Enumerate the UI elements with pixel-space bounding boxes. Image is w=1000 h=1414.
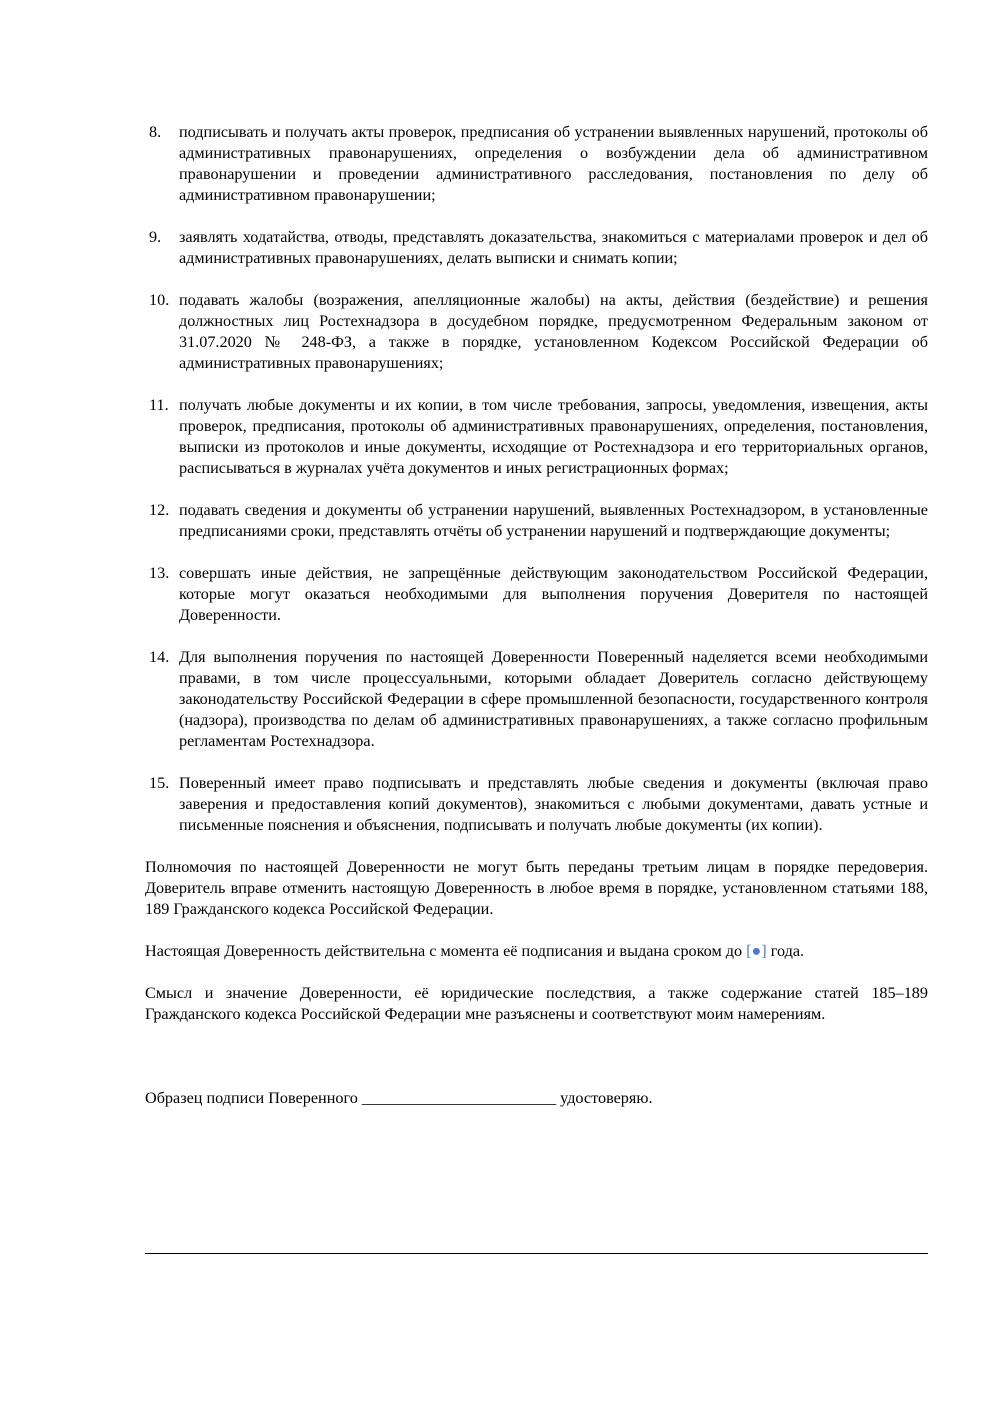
list-item — [145, 647, 928, 752]
list-number: 8. — [149, 123, 162, 141]
delegation-paragraph: Полномочия по настоящей Доверенности не могут быть переданы третьим лицам в порядке передоверия. Доверитель вправе отменить настоящую Доверенность в любое время в порядке, установленном статьями 188, 189 Гражданского кодекса Российской Федерации. — [145, 858, 928, 918]
list-text: получать любые документы и их копии, в том числе требования, запросы, уведомления, извещения, акты проверок, предписания, протоколы об административных правонарушениях, определения, постановления, выписки из протоколов и иные документы, исходящие от Ростехнадзора и его территориальных органов, расписываться в журналах учёта документов и иных регистрационных формах; — [179, 396, 928, 477]
list-text: подписывать и получать акты проверок, предписания об устранении выявленных нарушений, протоколы об административных правонарушениях, определения о возбуждении дела об административном правонарушении и проведении административного расследования, постановления по делу об административном правонарушении; — [179, 123, 928, 204]
list-item — [145, 563, 928, 626]
document-page — [145, 122, 928, 1130]
list-number: 13. — [149, 564, 170, 582]
meaning-paragraph: Смысл и значение Доверенности, её юридические последствия, а также содержание статей 185–189 Гражданского кодекса Российской Федерации мне разъяснены и соответствуют моим намерениям. — [145, 984, 928, 1023]
list-text: Для выполнения поручения по настоящей Доверенности Поверенный наделяется всеми необходимыми правами, в том числе процессуальными, которыми обладает Доверитель согласно действующему законодательству Российской Федерации в сфере промышленной безопасности, государственного контроля (надзора), производства по делам об административных правонарушениях, а также согласно профильным регламентам Ростехнадзора. — [179, 648, 928, 750]
list-number: 11. — [149, 396, 169, 414]
validity-suffix: года. — [766, 942, 805, 960]
list-text: подавать жалобы (возражения, апелляционные жалобы) на акты, действия (бездействие) и решения должностных лиц Ростехнадзора в досудебном порядке, предусмотренном Федеральным законом от 31.07.2020 № 248-ФЗ, а также в порядке, установленном Кодексом Российской Федерации об административных правонарушениях; — [179, 291, 928, 372]
signature-sample-line: Образец подписи Поверенного ________________________ удостоверяю. — [145, 1089, 653, 1107]
list-item — [145, 227, 928, 269]
list-text: совершать иные действия, не запрещённые действующим законодательством Российской Федерации, которые могут оказаться необходимыми для выполнения поручения Доверителя по настоящей Доверенности. — [179, 564, 928, 624]
list-item — [145, 500, 928, 542]
list-item — [145, 290, 928, 374]
list-number: 9. — [149, 228, 162, 246]
list-text: заявлять ходатайства, отводы, представлять доказательства, знакомиться с материалами проверок и дел об административных правонарушениях, делать выписки и снимать копии; — [179, 228, 928, 267]
list-item — [145, 122, 928, 206]
list-number: 14. — [149, 648, 170, 666]
list-item — [145, 395, 928, 479]
list-number: 15. — [149, 774, 170, 792]
bottom-rule — [145, 1253, 928, 1254]
validity-paragraph — [145, 941, 928, 962]
date-placeholder: [●] — [746, 942, 767, 960]
list-number: 12. — [149, 501, 170, 519]
list-item — [145, 773, 928, 836]
validity-text: Настоящая Доверенность действительна с момента её подписания и выдана сроком до — [145, 942, 747, 960]
list-number: 10. — [149, 291, 170, 309]
list-text: подавать сведения и документы об устранении нарушений, выявленных Ростехнадзором, в установленные предписаниями сроки, представлять отчёты об устранении нарушений и подтверждающие документы; — [179, 501, 928, 540]
list-text: Поверенный имеет право подписывать и представлять любые сведения и документы (включая право заверения и предоставления копий документов), знакомиться с любыми документами, давать устные и письменные пояснения и объяснения, подписывать и получать любые документы (их копии). — [179, 774, 928, 834]
